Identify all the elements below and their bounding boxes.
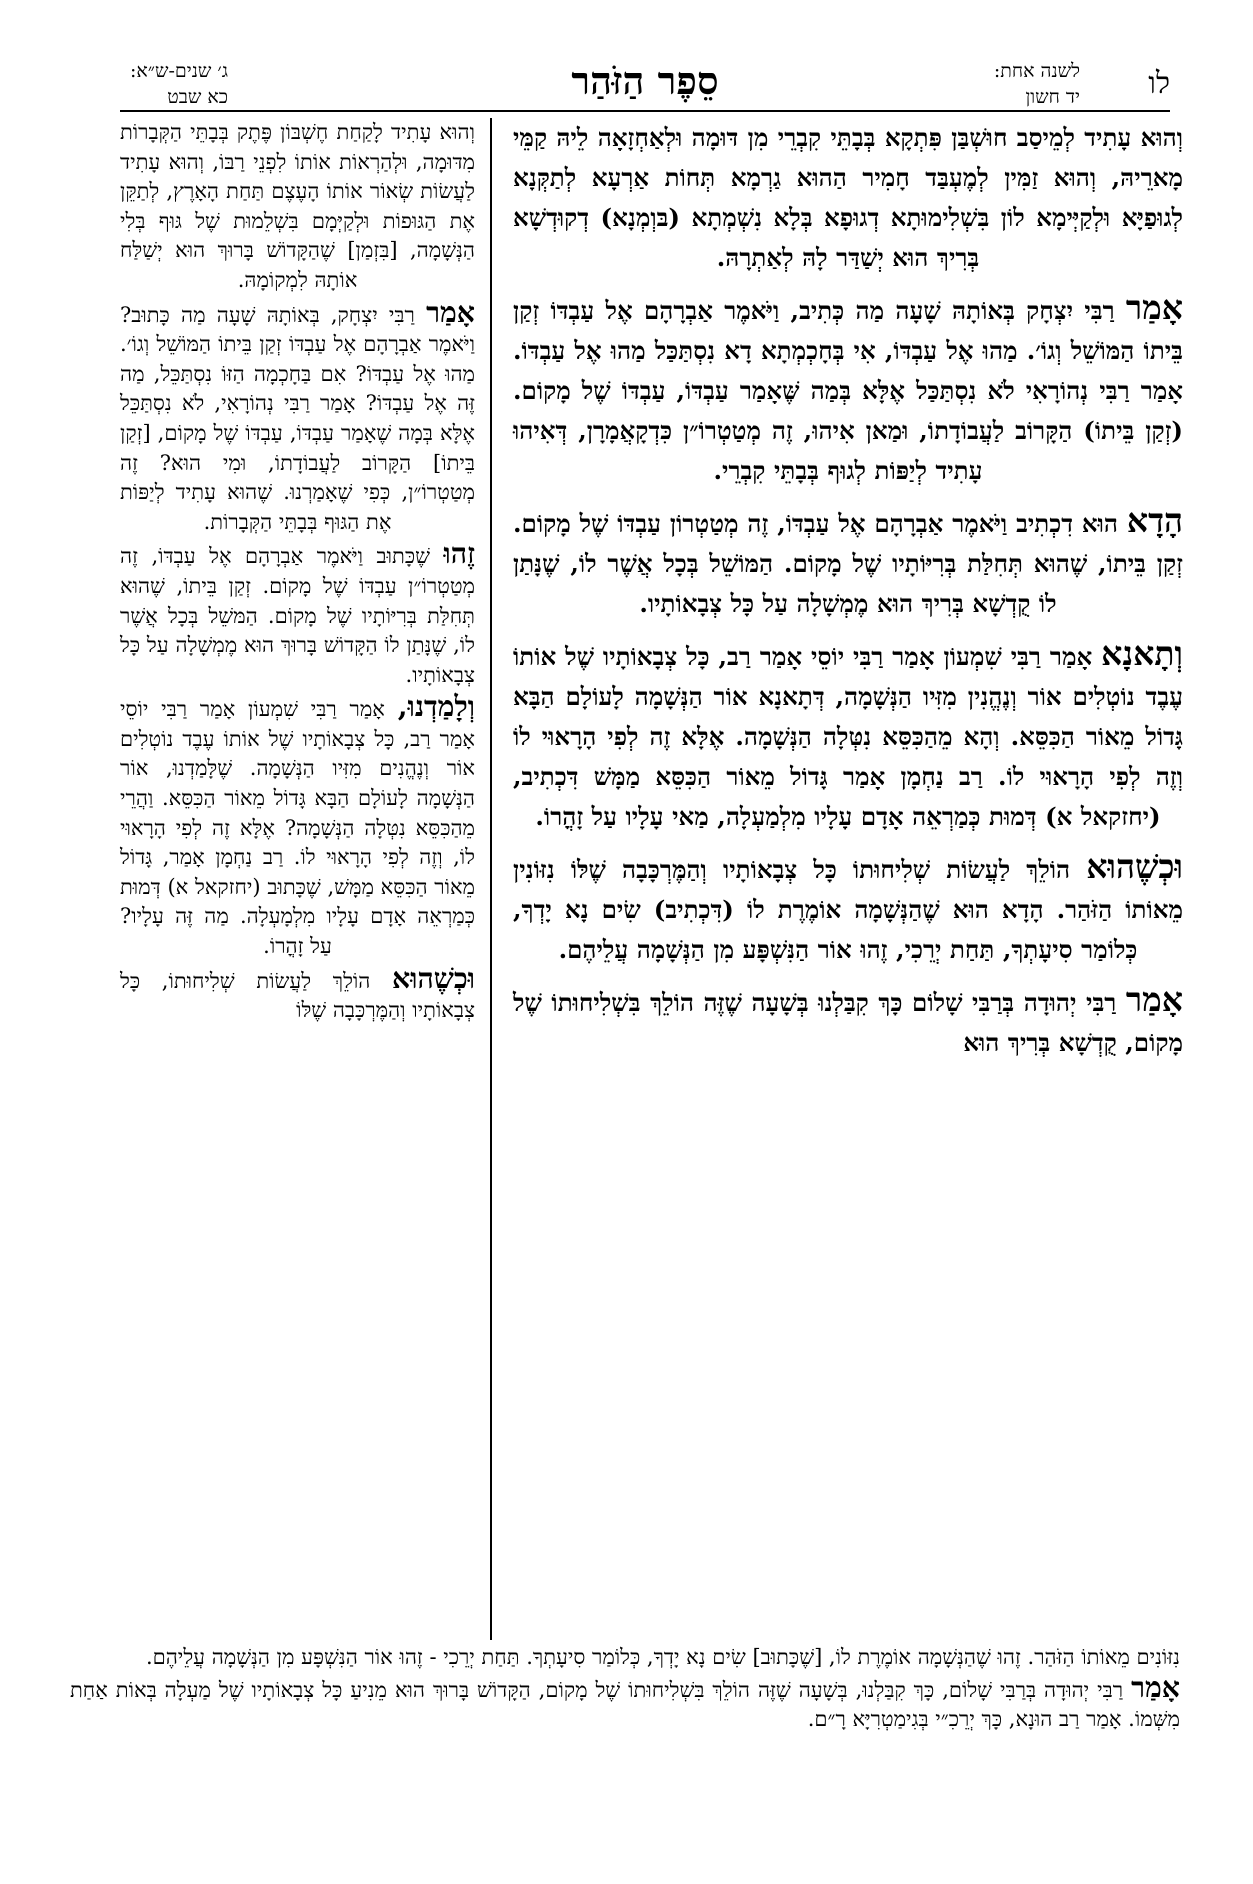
paragraph-opener: וּכְשֶׁהוּא xyxy=(392,960,475,995)
aramaic-paragraph xyxy=(513,501,1183,624)
aramaic-column xyxy=(513,118,1183,1073)
hebrew-text: שֶׁכָּתוּב וַיֹּאמֶר אַבְרָהָם אֶל עַבְדּוֹ, זֶה מְטַטְרוֹ״ן עַבְדּוֹ שֶׁל מָקוֹם. זְקַן בֵּיתוֹ, שֶׁהוּא תְּחִלַּת בְּרִיּוֹתָיו שֶׁל מָקוֹם. הַמּשֵׁל בְּכָל אֲשֶׁר לוֹ, שֶׁנָּתַן לוֹ הַקָּדוֹשׁ בָּרוּךְ הוּא מֶמְשָׁלָה עַל כָּל צְבָאוֹתָיו. xyxy=(120,544,475,687)
bottom-text: רַבִּי יְהוּדָה בְּרַבִּי שָׁלוֹם, כָּךְ קִבַּלְנוּ, בְּשָׁעָה שֶׁזֶּה הוֹלֵךְ בִּשְׁלִיחוּתוֹ שֶׁל מָקוֹם, הַקָּדוֹשׁ בָּרוּךְ הוּא מֵנִיעַ כָּל צְבָאוֹתָיו שֶׁל מַעְלָה בְּאוֹת אַחַת מִשְּׁמוֹ. אָמַר רַב הוּנָא, כָּךְ יְרֵכִ״י בְּגִימַטְרִיָּא רָ״ם. xyxy=(70,1677,1180,1732)
hebrew-text: וְהוּא עָתִיד לָקַחַת חֶשְׁבּוֹן פֶּתֶק בְּבָתֵּי הַקְּבָרוֹת מִדּוּמָה, וּלְהַרְאוֹת אוֹתוֹ לִפְנֵי רַבּוֹ, וְהוּא עָתִיד לַעֲשׂוֹת שְׂאוֹר אוֹתוֹ הָעֶצֶם תַּחַת הָאָרֶץ, לְתַקֵּן אֶת הַגּוּפוֹת וּלְקַיְּמָם בִּשְׁלֵמוּת שֶׁל גּוּף בְּלִי הַנְּשָׁמָה, [בִּזְמַן] שֶׁהַקָּדוֹשׁ בָּרוּךְ הוּא יְשַׁלַּח אוֹתָהּ לִמְקוֹמָהּ. xyxy=(120,120,475,292)
header-divider xyxy=(120,110,1170,112)
aramaic-text: הוֹלֵךְ לַעֲשׂוֹת שְׁלִיחוּתוֹ כָּל צְבָאוֹתָיו וְהַמֶּרְכָּבָה שֶׁלּוֹ נִזּוֹנִין מֵאוֹתוֹ הַזֹּהַר. הָדָא הוּא שֶׁהַנְּשָׁמָה אוֹמֶרֶת לוֹ (דִּכְתִיב) שִׂים נָא יָדְךָ, כְּלוֹמַר סִיעָתְךָ, תַּחַת יְרֵכִי, זֶהוּ אוֹר הַנִּשְׁפָּע מִן הַנְּשָׁמָה עֲלֵיהֶם. xyxy=(513,855,1183,964)
aramaic-paragraph xyxy=(513,634,1183,837)
column-divider xyxy=(490,118,492,1640)
bottom-translation xyxy=(70,1643,1180,1735)
hebrew-text: הוֹלֵךְ לַעֲשׂוֹת שְׁלִיחוּתוֹ, כָּל צְבָאוֹתָיו וְהַמֶּרְכָּבָה שֶׁלּוֹ xyxy=(120,968,475,1023)
hebrew-paragraph xyxy=(120,689,475,961)
hebrew-text: אָמַר רַבִּי שִׁמְעוֹן אָמַר רַבִּי יוֹסֵי אָמַר רַב, כָּל צְבָאוֹתָיו שֶׁל אוֹתוֹ עֶבֶד נוֹטְלִים אוֹר וְנֶהֱנִים מִזִּיו הַנְּשָׁמָה. שֶׁלָּמַדְנוּ, אוֹר הַנְּשָׁמָה לָעוֹלָם הַבָּא גָּדוֹל מֵאוֹר הַכִּסֵּא. וַהֲרֵי מֵהַכִּסֵּא נִטְּלָה הַנְּשָׁמָה? אֶלָּא זֶה לְפִי הָרָאוּי לוֹ, וְזֶה לְפִי הָרָאוּי לוֹ. רַב נַחְמָן אָמַר, גָּדוֹל מֵאוֹר הַכִּסֵּא מַמָּשׁ, שֶׁכָּתוּב (יחזקאל א) דְּמוּת כְּמַרְאֵה אָדָם עָלָיו מִלְמָעְלָה. מַה זֶּה עָלָיו? עַל זָהֳרוֹ. xyxy=(120,697,475,959)
aramaic-paragraph xyxy=(513,288,1183,491)
aramaic-text: רַבִּי יְהוּדָה בְּרַבִּי שָׁלוֹם כָּךְ קִבַּלְנוּ בְּשָׁעָה שֶׁזֶּה הוֹלֵךְ בִּשְׁלִיחוּתוֹ שֶׁל מָקוֹם, קֻדְשָׁא בְּרִיךְ הוּא xyxy=(513,988,1183,1057)
one-year-label: לשנה אחת: xyxy=(993,60,1080,82)
aramaic-text: רַבִּי יִצְחָק בְּאוֹתָהּ שָׁעָה מַה כְּתִיב, וַיֹּאמֶר אַבְרָהָם אֶל עַבְדּוֹ זְקַן בֵּיתוֹ הַמּוֹשֵׁל וְגוֹ׳. מַהוּ אֶל עַבְדּוֹ, אִי בְּחָכְמְתָא דָא נִסְתַּכַּל מַהוּ אֶל עַבְדּוֹ. אָמַר רַבִּי נְהוֹרָאִי לֹא נִסְתַּכַּל אֶלָּא בְּמַה שֶּׁאָמַר עַבְדּוֹ, עַבְדּוֹ שֶׁל מָקוֹם. (זְקַן בֵּיתוֹ) הַקָּרוֹב לַעֲבוֹדָתוֹ, וּמַאן אִיהוּ, זֶה מְטַטְרוֹ״ן כִּדְקָאֲמָרָן, דְּאִיהוּ עָתִיד לְיַפּוֹת לְגוּף בְּבָתֵּי קִבְרֵי. xyxy=(513,296,1183,485)
paragraph-opener: וּכְשֶׁהוּא xyxy=(1086,847,1184,886)
hebrew-translation-column xyxy=(120,118,475,1028)
paragraph-opener: אָמַר xyxy=(426,294,475,329)
aramaic-text: וְהוּא עָתִיד לְמֵיסַב חוּשְׁבַּן פִּתְקָא בְּבָתֵּי קִבְרֵי מִן דּוּמָה וּלְאַחְזָאָה לֵיהּ קַמֵּי מָארֵיהּ, וְהוּא זַמִּין לְמֶעְבַּד חָמִיר הַהוּא גַרְמָא תְּחוֹת אַרְעָא לְתַקְּנָא לְגוּפַיָּא וּלְקַיְּימָא לוֹן בִּשְׁלִימוּתָא דְגוּפָא בְּלָא נִשְׁמְתָא (בּוְמְנָא) דְקוּדְשָׁא בְּרִיךְ הוּא יְשַׁדַּר לָהּ לְאַתְרָהּ. xyxy=(513,123,1183,272)
hebrew-paragraph xyxy=(120,118,475,296)
one-year-date: יד חשון xyxy=(1025,86,1080,108)
paragraph-opener: וְתָאנָא xyxy=(1101,634,1183,673)
study-schedule-three-year xyxy=(130,58,228,110)
paragraph-opener: אָמַר xyxy=(1131,1669,1180,1704)
aramaic-text: הוּא דִכְתִיב וַיֹּאמֶר אַבְרָהָם אֶל עַבְדּוֹ, זֶה מְטַטְרוֹן עַבְדּוֹ שֶׁל מָקוֹם. זְקַן בֵּיתוֹ, שֶׁהוּא תְּחִלַּת בְּרִיּוֹתָיו שֶׁל מָקוֹם. הַמּוֹשֵׁל בְּכָל אֲשֶׁר לוֹ, שֶׁנָּתַן לוֹ קֻדְשָׁא בְּרִיךְ הוּא מֶמְשָׁלָה עַל כָּל צְבָאוֹתָיו. xyxy=(513,509,1183,618)
paragraph-opener: הָדָא xyxy=(1126,501,1183,540)
hebrew-paragraph xyxy=(120,536,475,690)
aramaic-paragraph xyxy=(513,847,1183,970)
paragraph-opener: זֶהוּ xyxy=(443,536,475,571)
aramaic-text: אָמַר רַבִּי שִׁמְעוֹן אָמַר רַבִּי יוֹסֵי אָמַר רַב, כָּל צְבָאוֹתָיו שֶׁל אוֹתוֹ עֶבֶד נוֹטְלִים אוֹר וְנֶהֱנִין מִזִּיו הַנְּשָׁמָה, דְּתָאנָא אוֹר הַנְּשָׁמָה לָעוֹלָם הַבָּא גָּדוֹל מֵאוֹר הַכִּסֵּא. וְהָא מֵהַכִּסֵּא נִטְּלָה הַנְּשָׁמָה. אֶלָּא זֶה לְפִי הָרָאוּי לוֹ וְזֶה לְפִי הָרָאוּי לוֹ. רַב נַחְמָן אָמַר גָּדוֹל מֵאוֹר הַכִּסֵּא מַמָּשׁ דִּכְתִיב, (יחזקאל א) דְּמוּת כְּמַרְאֵה אָדָם עָלָיו מִלְמַעְלָה, מַאי עָלָיו עַל זָהֳרוֹ. xyxy=(513,642,1183,831)
hebrew-text: רַבִּי יִצְחָק, בְּאוֹתָהּ שָׁעָה מַה כָּתוּב? וַיֹּאמֶר אַבְרָהָם אֶל עַבְדּוֹ זְקַן בֵּיתוֹ הַמּוֹשֵׁל וְגוֹ׳. מַהוּ אֶל עַבְדּוֹ? אִם בַּחָכְמָה הַזּוֹ נִסְתַּכֵּל, מַה זֶּה אֶל עַבְדּוֹ? אָמַר רַבִּי נְהוֹרָאִי, לֹא נִסְתַּכֵּל אֶלָּא בְּמָה שֶׁאָמַר עַבְדּוֹ, עַבְדּוֹ שֶׁל מָקוֹם, [זְקַן בֵּיתוֹ] הַקָּרוֹב לַעֲבוֹדָתוֹ, וּמִי הוּא? זֶה מְטַטְרוֹ״ן, כְּפִי שֶׁאָמַרְנוּ. שֶׁהוּא עָתִיד לְיַפּוֹת אֶת הַגּוּף בְּבָתֵּי הַקְּבָרוֹת. xyxy=(120,302,475,534)
page-header xyxy=(120,56,1170,106)
aramaic-paragraph xyxy=(513,980,1183,1063)
paragraph-opener: וְלָמַדְנוּ, xyxy=(397,689,475,724)
bottom-paragraph xyxy=(70,1669,1180,1735)
hebrew-paragraph xyxy=(120,960,475,1026)
paragraph-opener: אָמַר xyxy=(1125,288,1183,327)
book-title: סֵפֶר הַזֹּהַר xyxy=(571,58,719,103)
three-year-date: כא שבט xyxy=(167,86,229,108)
three-year-label: ג׳ שנים-ש״א: xyxy=(130,60,229,82)
hebrew-paragraph xyxy=(120,294,475,538)
page-number: לו xyxy=(1148,66,1170,101)
bottom-paragraph xyxy=(70,1643,1180,1673)
aramaic-paragraph xyxy=(513,118,1183,278)
bottom-text: נִזּוֹנִים מֵאוֹתוֹ הַזֹּהַר. זֶהוּ שֶׁהַנְּשָׁמָה אוֹמֶרֶת לוֹ, [שֶׁכָּתוּב] שִׂים נָא יָדְךָ, כְּלוֹמַר סִיעָתְךָ. תַּחַת יְרֵכִי - זֶהוּ אוֹר הַנִּשְׁפָּע מִן הַנְּשָׁמָה עֲלֵיהֶם. xyxy=(145,1645,1180,1669)
paragraph-opener: אָמַר xyxy=(1125,980,1183,1019)
